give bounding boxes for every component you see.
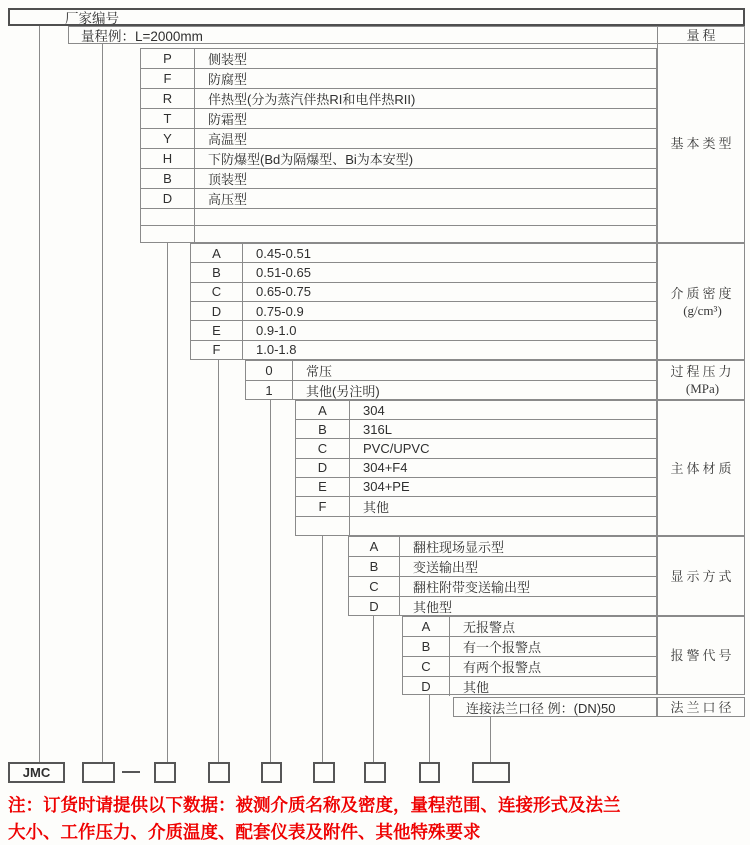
table-row	[403, 617, 656, 637]
desc-cell	[195, 226, 656, 242]
table-row-empty	[296, 517, 656, 535]
desc-cell: 防霜型	[208, 112, 248, 127]
table-row	[296, 401, 656, 420]
table-row	[141, 69, 656, 89]
model-code-box-range	[82, 762, 115, 783]
desc-cell: 高温型	[208, 132, 248, 147]
table-row	[403, 677, 656, 696]
connector-line-density	[218, 360, 219, 762]
connector-line-pressure	[270, 400, 271, 762]
code-cell: E	[296, 478, 350, 496]
model-code-box-alarm	[419, 762, 440, 783]
desc-cell	[350, 517, 656, 535]
label-cell-flange-diameter	[657, 697, 745, 717]
desc-cell: 无报警点	[463, 620, 516, 635]
order-note	[8, 792, 746, 845]
model-code-box-basic-type	[154, 762, 176, 783]
code-cell: F	[296, 497, 350, 516]
code-cell: 0	[246, 361, 293, 380]
label-cell-alarm-code	[657, 616, 745, 695]
model-prefix-box	[8, 762, 65, 783]
flange-diameter-row	[453, 697, 657, 717]
code-cell	[141, 226, 195, 242]
table-alarm-code	[402, 616, 657, 695]
desc-cell: 304+F4	[363, 460, 408, 476]
connector-line-range	[102, 44, 103, 762]
table-row	[349, 577, 656, 597]
table-row-empty	[141, 209, 656, 226]
table-row	[141, 129, 656, 149]
table-row	[403, 637, 656, 657]
label-text: 量程	[686, 27, 719, 43]
table-row	[349, 597, 656, 616]
code-cell	[141, 209, 195, 225]
label-cell-display-mode	[657, 536, 745, 616]
code-cell: 1	[246, 381, 293, 400]
table-row	[246, 361, 656, 381]
table-body-material	[295, 400, 657, 536]
desc-cell: 316L	[363, 421, 392, 437]
range-example-row	[68, 26, 657, 44]
desc-cell: 其他	[363, 499, 390, 515]
desc-cell: 304	[363, 402, 385, 418]
table-row	[191, 341, 656, 359]
code-cell: T	[141, 109, 195, 128]
code-cell: P	[141, 49, 195, 68]
table-row-empty	[141, 226, 656, 242]
order-note-line2: 大小、工作压力、介质温度、配套仪表及附件、其他特殊要求	[8, 822, 481, 842]
code-cell: F	[191, 341, 243, 359]
code-cell: D	[141, 189, 195, 208]
model-code-box-pressure	[261, 762, 282, 783]
table-row	[191, 283, 656, 302]
label-cell-process-pressure	[657, 360, 745, 400]
table-row	[141, 189, 656, 209]
desc-cell: 0.65-0.75	[256, 284, 311, 300]
desc-cell: 高压型	[208, 192, 248, 207]
desc-cell: 伴热型(分为蒸汽伴热RI和电伴热RII)	[208, 92, 416, 107]
code-cell: A	[403, 617, 450, 636]
table-row	[141, 169, 656, 189]
desc-cell: 0.9-1.0	[256, 322, 297, 338]
table-display-mode	[348, 536, 657, 616]
table-row	[296, 439, 656, 458]
code-cell: R	[141, 89, 195, 108]
desc-cell: 翻柱附带变送输出型	[413, 580, 531, 595]
table-row	[191, 302, 656, 321]
code-cell: B	[191, 263, 243, 281]
connector-line-display	[373, 616, 374, 762]
table-medium-density	[190, 243, 657, 360]
model-code-box-flange	[472, 762, 510, 783]
model-prefix-text: JMC	[22, 765, 51, 780]
code-cell: A	[296, 401, 350, 419]
table-row	[141, 109, 656, 129]
flange-diameter-text: 连接法兰口径 例：(DN)50	[466, 700, 616, 716]
code-cell: C	[191, 283, 243, 301]
desc-cell: 常压	[306, 364, 333, 379]
code-cell: B	[141, 169, 195, 188]
desc-cell: 有两个报警点	[463, 660, 542, 675]
label-text: (MPa)	[685, 381, 720, 396]
code-cell: D	[191, 302, 243, 320]
desc-cell: 防腐型	[208, 72, 248, 87]
label-text: (g/cm³)	[683, 302, 722, 318]
table-row	[349, 557, 656, 577]
order-note-line1: 注：订货时请提供以下数据：被测介质名称及密度，量程范围、连接形式及法兰	[8, 795, 621, 815]
table-row	[141, 49, 656, 69]
code-cell: D	[296, 459, 350, 477]
model-code-box-display	[364, 762, 386, 783]
label-text: 基本类型	[670, 135, 735, 151]
desc-cell: 变送输出型	[413, 560, 479, 575]
code-cell: Y	[141, 129, 195, 148]
connector-line-factory	[39, 26, 40, 762]
code-cell: A	[349, 537, 400, 556]
connector-line-alarm	[429, 695, 430, 762]
table-basic-type	[140, 48, 657, 243]
code-cell	[296, 517, 350, 535]
label-text: 过程压力	[670, 364, 735, 379]
model-code-box-density	[208, 762, 230, 783]
table-row	[296, 459, 656, 478]
model-code-box-material	[313, 762, 335, 783]
label-text: 报警代号	[670, 648, 735, 663]
desc-cell: 顶装型	[208, 172, 248, 187]
desc-cell: 0.45-0.51	[256, 245, 311, 261]
label-text: 法兰口径	[670, 699, 735, 715]
code-cell: B	[349, 557, 400, 576]
code-cell: B	[403, 637, 450, 656]
desc-cell: 其他	[463, 680, 490, 695]
code-cell: H	[141, 149, 195, 168]
code-cell: C	[403, 657, 450, 676]
label-cell-range	[657, 26, 745, 44]
connector-line-material	[322, 536, 323, 762]
range-example-text: 量程例：L=2000mm	[81, 29, 203, 44]
table-row	[191, 244, 656, 263]
desc-cell: PVC/UPVC	[363, 440, 430, 456]
table-row	[191, 321, 656, 340]
desc-cell: 其他型	[413, 600, 453, 615]
desc-cell: 侧装型	[208, 52, 248, 67]
table-row	[141, 89, 656, 109]
table-row	[296, 478, 656, 497]
code-cell: D	[403, 677, 450, 696]
table-row	[296, 420, 656, 439]
desc-cell: 0.51-0.65	[256, 264, 311, 280]
desc-cell: 其他(另注明)	[306, 384, 380, 399]
table-row	[296, 497, 656, 517]
table-row	[246, 381, 656, 400]
desc-cell: 304+PE	[363, 479, 410, 495]
desc-cell: 0.75-0.9	[256, 303, 304, 319]
code-cell: F	[141, 69, 195, 88]
label-text: 主体材质	[670, 460, 735, 476]
table-row	[403, 657, 656, 677]
table-row	[349, 537, 656, 557]
label-cell-basic-type	[657, 43, 745, 243]
label-cell-body-material	[657, 400, 745, 536]
code-cell: D	[349, 597, 400, 616]
connector-line-flange	[490, 717, 491, 762]
table-row	[141, 149, 656, 169]
table-row	[191, 263, 656, 282]
code-cell: C	[296, 439, 350, 457]
code-cell: E	[191, 321, 243, 339]
desc-cell: 下防爆型(Bd为隔爆型、Bi为本安型)	[208, 152, 414, 167]
connector-line-basic	[167, 243, 168, 762]
code-cell: A	[191, 244, 243, 262]
desc-cell: 翻柱现场显示型	[413, 540, 505, 555]
table-process-pressure	[245, 360, 657, 400]
label-text: 介质密度	[670, 285, 735, 301]
model-dash	[122, 771, 140, 773]
factory-number-label: 厂家编号	[65, 11, 119, 26]
factory-number-box	[8, 8, 745, 26]
desc-cell: 有一个报警点	[463, 640, 542, 655]
code-cell: C	[349, 577, 400, 596]
label-text: 显示方式	[670, 568, 735, 584]
desc-cell: 1.0-1.8	[256, 342, 297, 358]
desc-cell	[195, 209, 656, 225]
label-cell-medium-density	[657, 243, 745, 360]
code-cell: B	[296, 420, 350, 438]
